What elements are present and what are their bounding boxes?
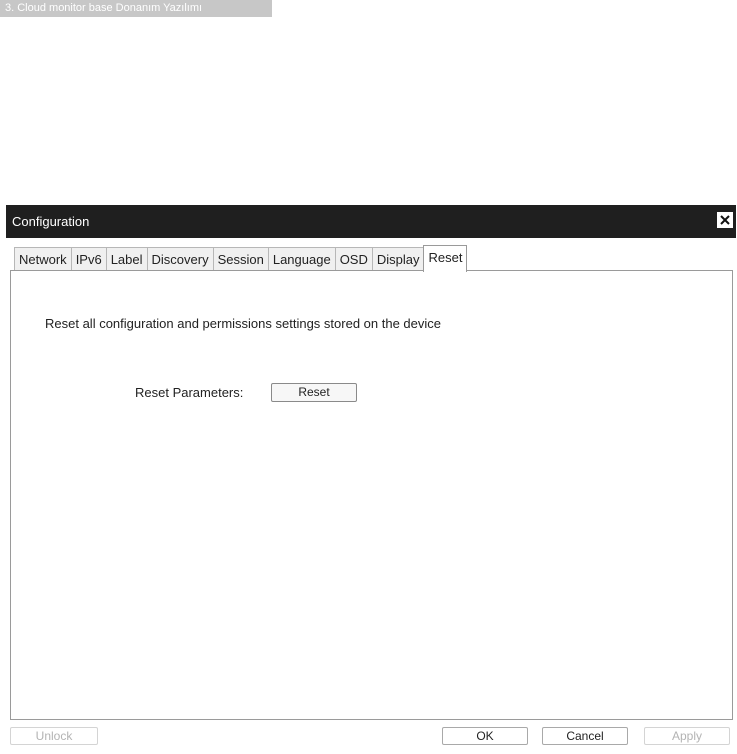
tab-language[interactable]: Language [268,247,336,271]
tab-discovery[interactable]: Discovery [147,247,214,271]
reset-description: Reset all configuration and permissions settings stored on the device [45,316,441,331]
tab-session[interactable]: Session [213,247,269,271]
tab-ipv6[interactable]: IPv6 [71,247,107,271]
apply-button[interactable]: Apply [644,727,730,745]
tab-network[interactable]: Network [14,247,72,271]
close-button[interactable] [717,212,733,228]
configuration-dialog [6,205,736,754]
tab-label[interactable]: Label [106,247,148,271]
page-header: 3. Cloud monitor base Donanım Yazılımı [0,0,272,17]
reset-button[interactable]: Reset [271,383,357,402]
tab-reset[interactable]: Reset [423,245,467,272]
ok-button[interactable]: OK [442,727,528,745]
tab-osd[interactable]: OSD [335,247,373,271]
close-icon [718,213,732,227]
cancel-button[interactable]: Cancel [542,727,628,745]
dialog-titlebar [6,205,736,238]
tab-bar [14,245,466,271]
reset-parameters-label: Reset Parameters: [135,385,244,400]
reset-panel [10,270,733,720]
dialog-title: Configuration [12,214,90,229]
unlock-button[interactable]: Unlock [10,727,98,745]
tab-display[interactable]: Display [372,247,425,271]
